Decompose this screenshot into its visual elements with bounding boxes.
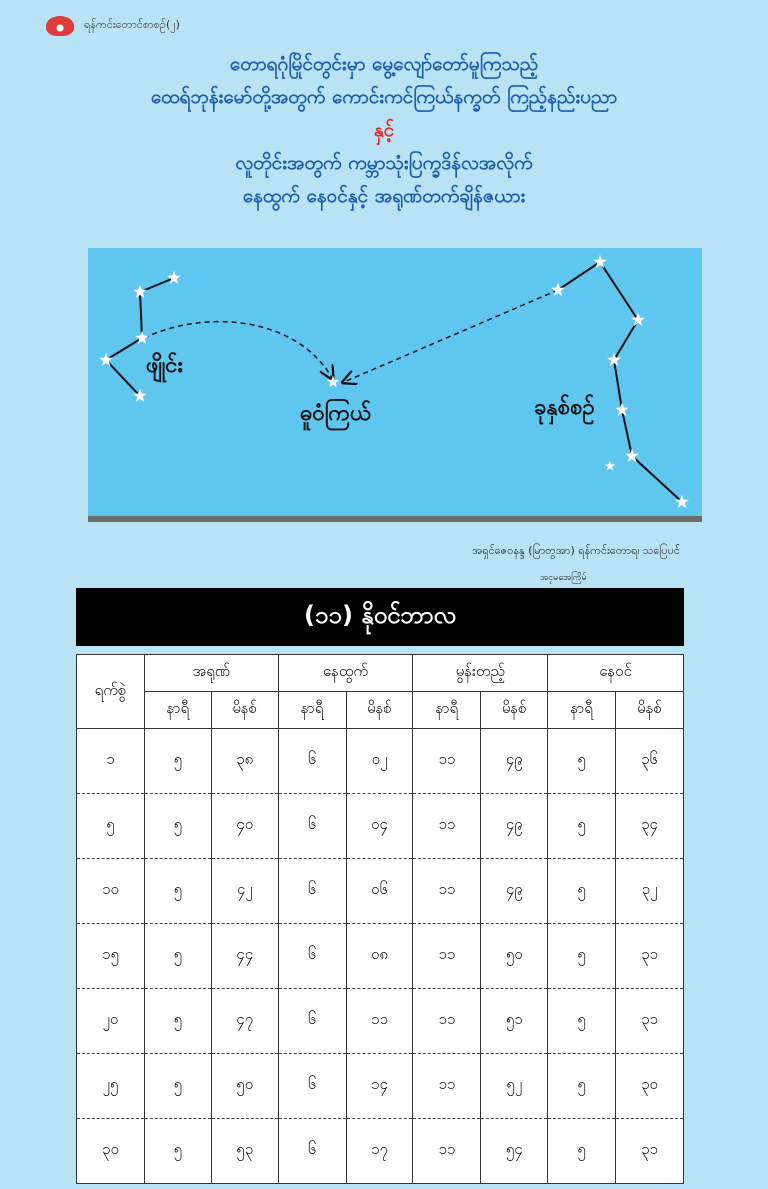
credit-line-2: အငှမအေကြိမ် — [540, 573, 587, 583]
table-cell: ၀၈ — [346, 924, 413, 989]
table-row — [77, 729, 684, 794]
table-cell: ၅ — [548, 924, 616, 989]
subheader-hour: နာရီ — [413, 692, 481, 729]
table-cell: ၅ — [144, 729, 211, 794]
table-row — [77, 1119, 684, 1184]
table-cell: ၃၂ — [616, 859, 684, 924]
group-header-noon: မွန်းတည့် — [413, 655, 548, 692]
table-cell: ၃၆ — [616, 729, 684, 794]
table-row — [77, 1054, 684, 1119]
table-cell: ၅ — [548, 1119, 616, 1184]
table-cell: ၅၂ — [481, 1054, 548, 1119]
title-line-1: တောရဂုံမြိုင်တွင်းမှာ မွေ့လျော်တော်မူကြသည့် — [229, 53, 539, 75]
table-cell: ၆ — [278, 1054, 346, 1119]
subheader-minute: မိနစ် — [211, 692, 278, 729]
table-cell: ၅ — [548, 729, 616, 794]
group-header-sunrise: နေထွက် — [278, 655, 413, 692]
table-cell: ၃၈ — [211, 729, 278, 794]
table-title: (၁၁) နိုဝင်ဘာလ — [76, 588, 684, 646]
table-row — [77, 794, 684, 859]
group-header-sunset: နေဝင် — [548, 655, 684, 692]
subheader-minute: မိနစ် — [346, 692, 413, 729]
table-cell: ၃၁ — [616, 989, 684, 1054]
table-row — [77, 924, 684, 989]
table-cell: ၁၁ — [413, 924, 481, 989]
table-cell: ၁၁ — [413, 859, 481, 924]
logo-text: ရန်ကင်းတောင်စာစဥ်(၂) — [84, 18, 180, 31]
table-cell: ၄၉ — [481, 729, 548, 794]
table-cell: ၁၁ — [413, 1054, 481, 1119]
table-cell: ၁၁ — [413, 1119, 481, 1184]
table-cell: ၅ — [144, 924, 211, 989]
subheader-minute: မိနစ် — [481, 692, 548, 729]
table-cell: ၅ — [144, 859, 211, 924]
group-header-dawn: အရုဏ် — [144, 655, 278, 692]
table-cell-day: ၂၅ — [77, 1054, 145, 1119]
table-cell: ၀၄ — [346, 794, 413, 859]
table-cell: ၃၁ — [616, 1119, 684, 1184]
table-cell: ၆ — [278, 794, 346, 859]
table-cell: ၁၁ — [346, 989, 413, 1054]
sun-times-table — [76, 654, 684, 1184]
table-cell: ၆ — [278, 729, 346, 794]
table-cell: ၁၁ — [413, 794, 481, 859]
table-cell: ၆ — [278, 859, 346, 924]
table-body — [77, 729, 684, 1184]
title-line-4: နေထွက် နေဝင်နှင့် အရုဏ်တက်ချိန်ဇယား — [242, 185, 526, 207]
table-cell: ၄၀ — [211, 794, 278, 859]
table-cell: ၅၃ — [211, 1119, 278, 1184]
lotus-logo-icon — [46, 16, 74, 36]
table-cell: ၃၀ — [616, 1054, 684, 1119]
table-cell: ၃၄ — [616, 794, 684, 859]
table-cell: ၁၁ — [413, 729, 481, 794]
table-cell: ၆ — [278, 924, 346, 989]
credit-line: အရှင်ဇေဝနန္ဒ (မြာတွအာ) ရန်ကင်းတောရ၊ သပြေပင် — [472, 544, 680, 557]
table-cell-day: ၃၀ — [77, 1119, 145, 1184]
label-cassiopeia: ဖျိုင်း — [146, 353, 183, 378]
label-big-dipper: ခုနှစ်စဥ် — [534, 395, 595, 420]
table-cell: ၁၇ — [346, 1119, 413, 1184]
title-line-3: လူတိုင်းအတွက် ကမ္ဘာသုံးပြက္ခဒိန်လအလိုက် — [235, 152, 533, 174]
table-cell: ၄၉ — [481, 794, 548, 859]
table-cell: ၅ — [144, 794, 211, 859]
subheader-hour: နာရီ — [278, 692, 346, 729]
stars — [99, 255, 689, 508]
table-cell-day: ၂၀ — [77, 989, 145, 1054]
title-connector: နှင့် — [373, 119, 395, 141]
table-cell-day: ၁၅ — [77, 924, 145, 989]
table-cell: ၄၄ — [211, 924, 278, 989]
table-cell: ၅ — [144, 1054, 211, 1119]
table-cell: ၅၁ — [481, 989, 548, 1054]
big-dipper-lines — [558, 262, 682, 502]
label-polaris: ဓူဝံကြယ် — [300, 401, 372, 426]
table-cell: ၀၆ — [346, 859, 413, 924]
star-chart — [88, 248, 702, 516]
table-row — [77, 989, 684, 1054]
subheader-hour: နာရီ — [548, 692, 616, 729]
subheader-hour: နာရီ — [144, 692, 211, 729]
table-cell: ၅ — [548, 1054, 616, 1119]
table-cell-day: ၁ — [77, 729, 145, 794]
pointer-arrow-right — [344, 290, 558, 382]
table-cell-day: ၅ — [77, 794, 145, 859]
table-cell: ၁၄ — [346, 1054, 413, 1119]
table-cell: ၅၀ — [211, 1054, 278, 1119]
table-cell: ၅ — [548, 989, 616, 1054]
table-cell: ၅ — [144, 989, 211, 1054]
table-cell: ၆ — [278, 989, 346, 1054]
subheader-minute: မိနစ် — [616, 692, 684, 729]
header-logo — [46, 16, 180, 36]
table-cell: ၀၂ — [346, 729, 413, 794]
table-cell: ၅ — [548, 794, 616, 859]
table-cell: ၁၁ — [413, 989, 481, 1054]
table-cell-day: ၁၀ — [77, 859, 145, 924]
table-cell: ၃၁ — [616, 924, 684, 989]
table-cell: ၄၉ — [481, 859, 548, 924]
table-cell: ၅ — [548, 859, 616, 924]
table-cell: ၄၂ — [211, 859, 278, 924]
table-row — [77, 859, 684, 924]
table-cell: ၅၀ — [481, 924, 548, 989]
day-header: ရက်စွဲ — [77, 655, 145, 729]
title-block — [0, 48, 768, 213]
table-cell: ၅၄ — [481, 1119, 548, 1184]
title-line-2: ထေရ်ဘုန်းမော်တို့အတွက် ကောင်းကင်ကြယ်နက္ခတ် ကြည့်နည်းပညာ — [150, 86, 618, 108]
table-cell: ၅ — [144, 1119, 211, 1184]
table-cell: ၄၇ — [211, 989, 278, 1054]
table-cell: ၆ — [278, 1119, 346, 1184]
